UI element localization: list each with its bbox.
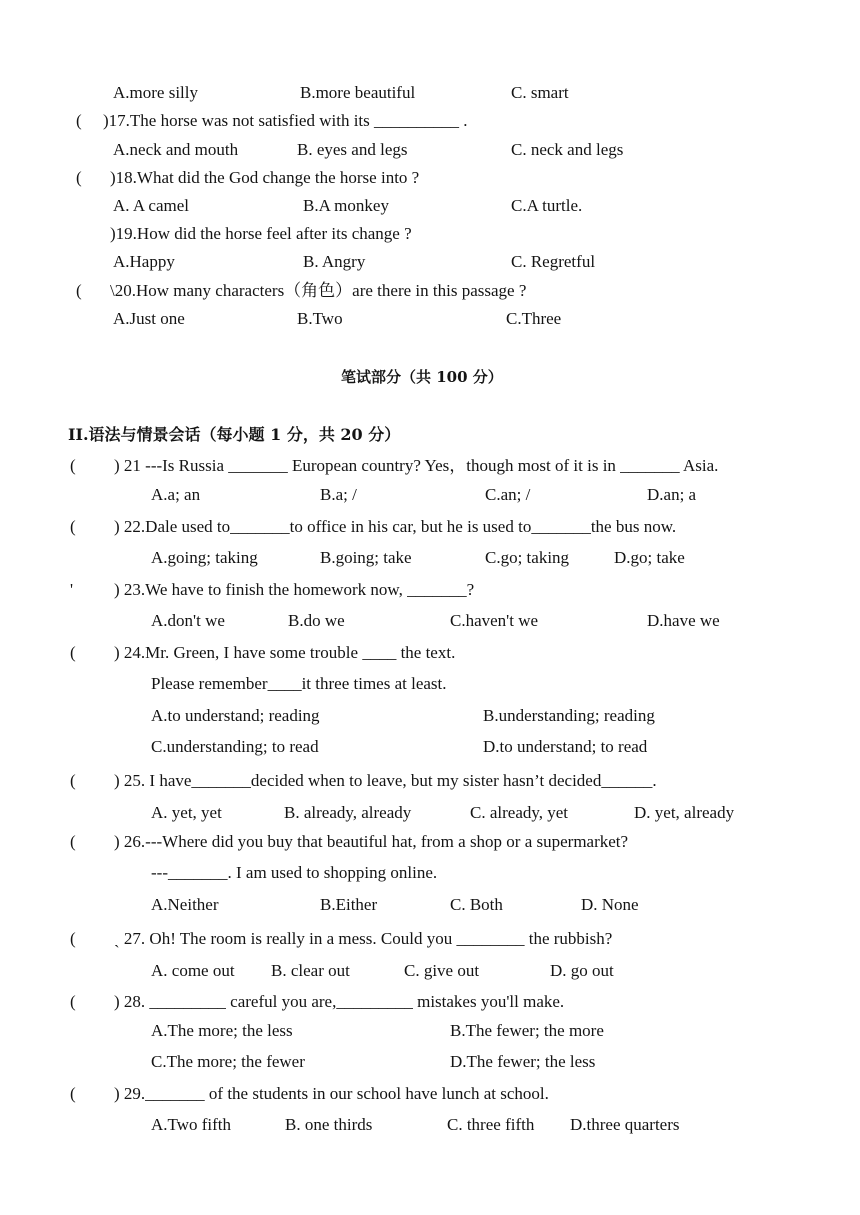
question-text: ) 21 ---Is Russia _______ European country? Yes，though most of it is in _______ Asia. <box>114 456 719 475</box>
question-text: \20.How many characters（角色）are there in this passage ? <box>110 281 527 300</box>
q28-option-b: B.The fewer; the more <box>450 1021 604 1040</box>
q29-option-d: D.three quarters <box>570 1115 680 1134</box>
answer-paren: ( <box>76 281 82 300</box>
answer-paren: ( <box>70 992 76 1011</box>
q16-option-c: C. smart <box>511 83 569 102</box>
answer-paren: ( <box>70 832 76 851</box>
q26-option-b: B.Either <box>320 895 378 914</box>
q18-option-a: A. A camel <box>113 196 190 215</box>
q17-option-a: A.neck and mouth <box>113 140 239 159</box>
q27-option-c: C. give out <box>404 961 480 980</box>
q22-option-c: C.go; taking <box>485 548 570 567</box>
q19-option-c: C. Regretful <box>511 252 596 271</box>
answer-paren: ' <box>70 580 74 599</box>
q26-option-a: A.Neither <box>151 895 219 914</box>
q22-option-d: D.go; take <box>614 548 685 567</box>
question-text: ) 22.Dale used to_______to office in his car, but he is used to_______the bus now. <box>114 517 677 536</box>
q25-option-b: B. already, already <box>284 803 412 822</box>
question-text: ) 28. _________ careful you are,_________ mistakes you'll make. <box>114 992 565 1011</box>
question-text: ) 26.---Where did you buy that beautiful hat, from a shop or a supermarket? <box>114 832 629 851</box>
answer-paren: ( <box>70 643 76 662</box>
q18-option-b: B.A monkey <box>303 196 389 215</box>
q19-option-b: B. Angry <box>303 252 366 271</box>
q23-option-a: A.don't we <box>151 611 225 630</box>
q22-option-b: B.going; take <box>320 548 412 567</box>
q16-option-b: B.more beautiful <box>300 83 416 102</box>
q16-option-a: A.more silly <box>113 83 198 102</box>
question-text: ) 29._______ of the students in our school have lunch at school. <box>114 1084 549 1103</box>
q26-option-c: C. Both <box>450 895 503 914</box>
q24-option-c: C.understanding; to read <box>151 737 319 756</box>
q23-option-c: C.haven't we <box>450 611 539 630</box>
answer-paren: ( <box>76 111 82 130</box>
q21-option-b: B.a; / <box>320 485 357 504</box>
q28-option-d: D.The fewer; the less <box>450 1052 596 1071</box>
part-title: II.语法与情景会话（每小题 1 分，共 20 分） <box>68 425 401 444</box>
q27-option-d: D. go out <box>550 961 614 980</box>
q27-option-b: B. clear out <box>271 961 350 980</box>
q20-option-c: C.Three <box>506 309 562 328</box>
q25-option-c: C. already, yet <box>470 803 569 822</box>
question-text: )17.The horse was not satisfied with its __________ . <box>103 111 468 130</box>
answer-paren: ( <box>70 1084 76 1103</box>
q22-option-a: A.going; taking <box>151 548 258 567</box>
question-text: ) 23.We have to finish the homework now, _______? <box>114 580 475 599</box>
q23-option-d: D.have we <box>647 611 720 630</box>
answer-paren: ( <box>70 517 76 536</box>
q28-option-c: C.The more; the fewer <box>151 1052 305 1071</box>
question-text: ) 24.Mr. Green, I have some trouble ____ the text. <box>114 643 456 662</box>
q21-option-d: D.an; a <box>647 485 697 504</box>
q24-option-b: B.understanding; reading <box>483 706 655 725</box>
question-text: ˏ 27. Oh! The room is really in a mess. Could you ________ the rubbish? <box>114 929 613 948</box>
question-text-line-2: ---_______. I am used to shopping online. <box>151 863 438 882</box>
q23-option-b: B.do we <box>288 611 345 630</box>
q20-option-a: A.Just one <box>113 309 185 328</box>
answer-paren: ( <box>70 929 76 948</box>
section-title: 笔试部分（共 100 分） <box>341 368 503 386</box>
answer-paren: ( <box>70 456 76 475</box>
q21-option-c: C.an; / <box>485 485 531 504</box>
question-text-line-2: Please remember____it three times at least. <box>151 674 447 693</box>
q26-option-d: D. None <box>581 895 639 914</box>
question-text: )18.What did the God change the horse into ? <box>110 168 420 187</box>
question-text: )19.How did the horse feel after its change ? <box>110 224 412 243</box>
q17-option-b: B. eyes and legs <box>297 140 408 159</box>
q25-option-a: A. yet, yet <box>151 803 222 822</box>
answer-paren: ( <box>76 168 82 187</box>
question-text: ) 25. I have_______decided when to leave, but my sister hasn’t decided______. <box>114 771 657 790</box>
q20-option-b: B.Two <box>297 309 343 328</box>
q18-option-c: C.A turtle. <box>511 196 583 215</box>
q28-option-a: A.The more; the less <box>151 1021 293 1040</box>
q19-option-a: A.Happy <box>113 252 175 271</box>
q27-option-a: A. come out <box>151 961 235 980</box>
q29-option-b: B. one thirds <box>285 1115 373 1134</box>
q25-option-d: D. yet, already <box>634 803 735 822</box>
q17-option-c: C. neck and legs <box>511 140 624 159</box>
q29-option-a: A.Two fifth <box>151 1115 232 1134</box>
answer-paren: ( <box>70 771 76 790</box>
q21-option-a: A.a; an <box>151 485 201 504</box>
q29-option-c: C. three fifth <box>447 1115 535 1134</box>
q24-option-a: A.to understand; reading <box>151 706 320 725</box>
q24-option-d: D.to understand; to read <box>483 737 648 756</box>
